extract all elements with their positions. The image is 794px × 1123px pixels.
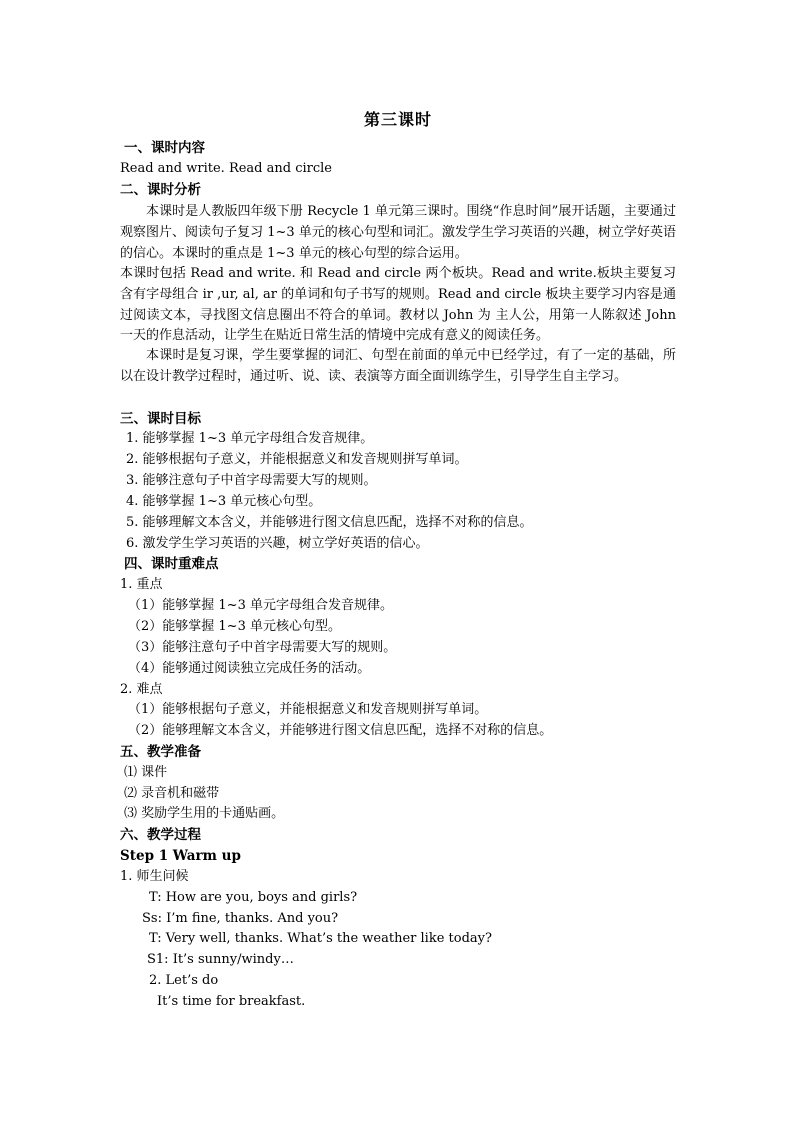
list-item: 3. 能够注意句子中首字母需要大写的规则。 [126, 473, 377, 488]
list-item: （2）能够掌握 1~3 单元核心句型。 [128, 619, 341, 634]
list-item: （3）能够注意句子中首字母需要大写的规则。 [128, 640, 397, 655]
lesson-content: Read and write. Read and circle [120, 161, 332, 176]
paragraph: 本课时包括 Read and write. 和 Read and circle 两个板块。Read and write.板块主要复习含有字母组合 ir ,ur, al, ar 的单词和句子书写的规则。Read and circle 板块主要学习内容是通过阅读文本，寻找图文信息圈出不符合的单词。教材以 John 为 主人公，用第一人陈叙述 John 一天的作息活动，让学生在贴近日常生活的情境中完成有意义的阅读任务。 [120, 266, 676, 344]
list-item: 4. 能够掌握 1~3 单元核心句型。 [126, 494, 322, 509]
list-item: 2. 能够根据句子意义，并能根据意义和发音规则拼写单词。 [126, 452, 468, 467]
dialogue-line: Ss: I’m fine, thanks. And you? [142, 911, 339, 926]
list-item: ⑵ 录音机和磁带 [124, 786, 220, 801]
list-item: 1. 能够掌握 1~3 单元字母组合发音规律。 [126, 431, 374, 446]
section-heading: 三、课时目标 [120, 411, 201, 427]
section-heading: 四、课时重难点 [124, 556, 219, 572]
list-item: 6. 激发学生学习英语的兴趣，树立学好英语的信心。 [126, 536, 429, 551]
list-item: （2）能够理解文本含义，并能够进行图文信息匹配，选择不对称的信息。 [128, 723, 553, 738]
list-item: ⑶ 奖励学生用的卡通贴画。 [124, 806, 285, 821]
dialogue-line: 2. Let’s do [149, 973, 219, 988]
page-title: 第三课时 [363, 110, 432, 129]
sub-heading: 2. 难点 [120, 682, 163, 697]
list-item: 5. 能够理解文本含义，并能够进行图文信息匹配，选择不对称的信息。 [126, 515, 533, 530]
section-heading: 六、教学过程 [120, 827, 201, 843]
dialogue-line: T: How are you, boys and girls? [149, 890, 358, 905]
sub-heading: 1. 重点 [120, 577, 163, 592]
dialogue-line: It’s time for breakfast. [157, 994, 306, 1009]
dialogue-line: T: Very well, thanks. What’s the weather like today? [149, 931, 492, 946]
dialogue-line: S1: It’s sunny/windy… [147, 952, 294, 967]
list-item: （1）能够根据句子意义，并能根据意义和发音规则拼写单词。 [128, 702, 488, 717]
sub-heading: 1. 师生问候 [120, 869, 189, 884]
step-heading: Step 1 Warm up [120, 848, 241, 864]
list-item: （4）能够通过阅读独立完成任务的活动。 [128, 661, 371, 676]
list-item: ⑴ 课件 [124, 765, 168, 780]
section-heading: 一、课时内容 [124, 140, 205, 156]
section-heading: 二、课时分析 [120, 182, 201, 198]
section-heading: 五、教学准备 [120, 744, 201, 760]
paragraph: 本课时是人教版四年级下册 Recycle 1 单元第三课时。围绕“作息时间”展开话题，主要通过观察图片、阅读句子复习 1~3 单元的核心句型和词汇。激发学生学习英语的兴趣，树立学好英语的信心。本课时的重点是 1~3 单元的核心句型的综合运用。 [120, 204, 676, 261]
list-item: （1）能够掌握 1~3 单元字母组合发音规律。 [128, 598, 393, 613]
paragraph: 本课时是复习课，学生要掌握的词汇、句型在前面的单元中已经学过，有了一定的基础，所以在设计教学过程时，通过听、说、读、表演等方面全面训练学生，引导学生自主学习。 [120, 348, 676, 384]
